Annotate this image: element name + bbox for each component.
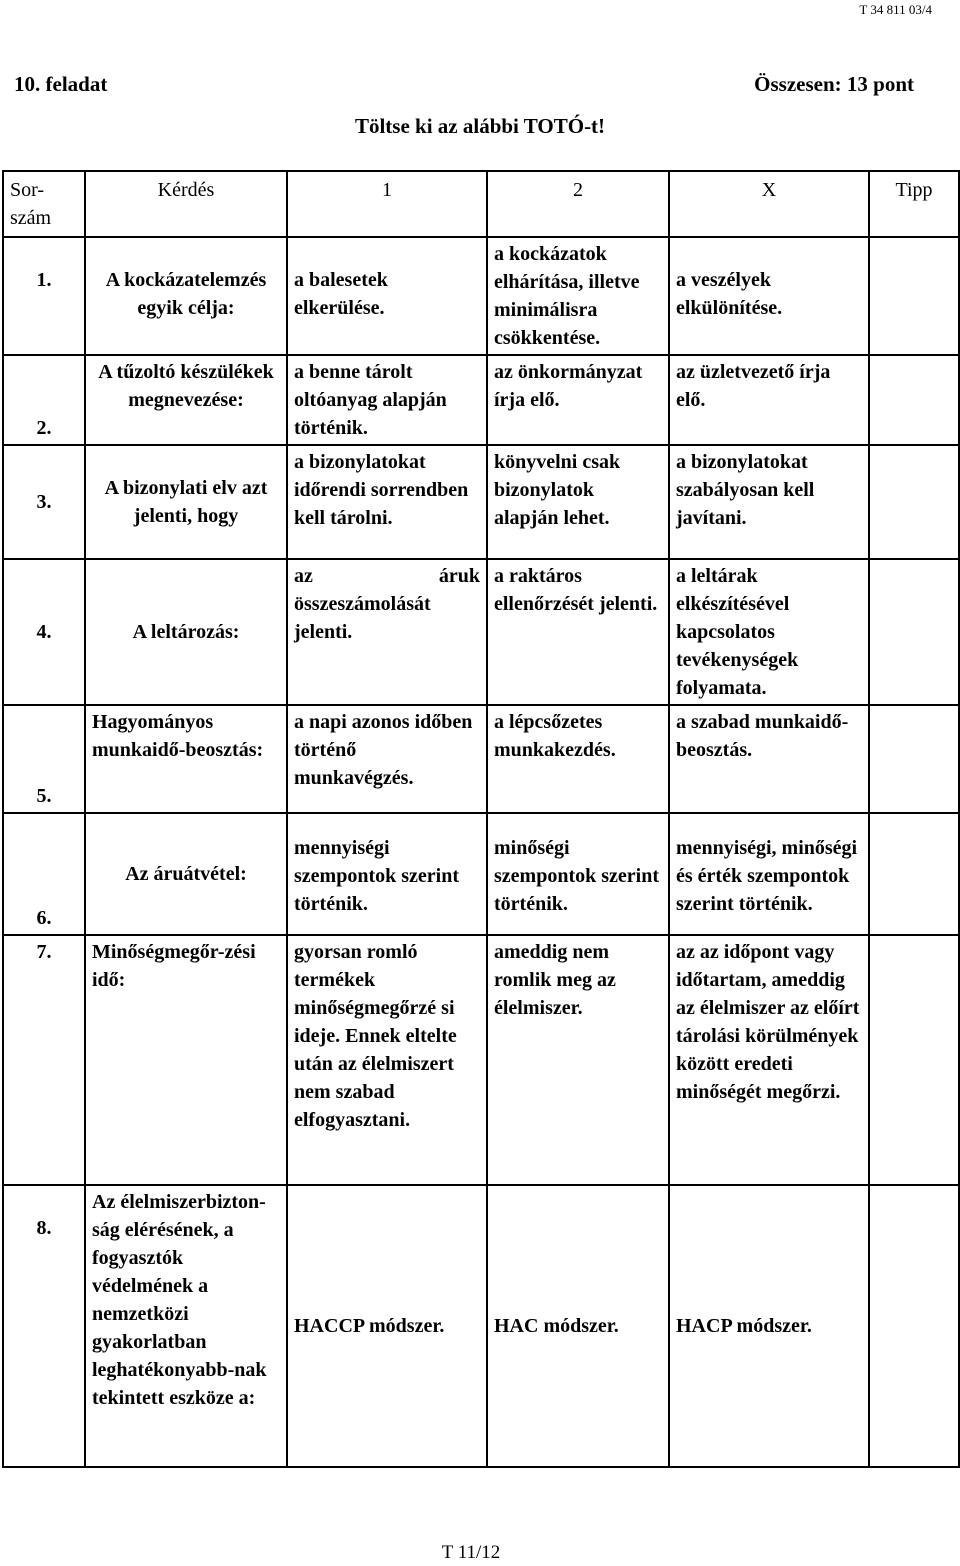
answer-1-cell: a napi azonos időben történő munkavégzés. — [287, 705, 487, 813]
task-title: 10. feladat — [14, 72, 108, 96]
row-number: 4. — [3, 559, 85, 705]
answer-2-cell: a lépcsőzetes munkakezdés. — [487, 705, 669, 813]
table-row — [3, 813, 959, 935]
answer-1-cell: a balesetek elkerülése. — [287, 237, 487, 355]
answer-2-cell: könyvelni csak bizonylatok alapján lehet. — [487, 445, 669, 559]
answer-x-cell: mennyiségi, minőségi és érték szempontok szerint történik. — [669, 813, 869, 935]
answer-1-cell: az áruk összeszámolását jelenti. — [287, 559, 487, 705]
table-row — [3, 705, 959, 813]
answer-x-cell: a szabad munkaidő-beosztás. — [669, 705, 869, 813]
document-code: T 34 811 03/4 — [859, 2, 932, 17]
question-cell: Hagyományos munkaidő-beosztás: — [85, 705, 287, 813]
answer-x-cell: a veszélyek elkülönítése. — [669, 237, 869, 355]
answer-x-cell: az üzletvezető írja elő. — [669, 355, 869, 445]
table-row — [3, 935, 959, 1185]
table-row — [3, 237, 959, 355]
answer-1-cell: HACCP módszer. — [287, 1185, 487, 1467]
tipp-input-cell[interactable] — [869, 705, 959, 813]
row-number: 3. — [3, 445, 85, 559]
question-cell: Az élelmiszerbizton-ság elérésének, a fogyasztók védelmének a nemzetközi gyakorlatban leghatékonyabb-nak tekintett eszköze a: — [85, 1185, 287, 1467]
row-number: 6. — [3, 813, 85, 935]
tipp-input-cell[interactable] — [869, 445, 959, 559]
question-cell: Az áruátvétel: — [85, 813, 287, 935]
tipp-input-cell[interactable] — [869, 355, 959, 445]
row-number: 1. — [3, 237, 85, 355]
tipp-input-cell[interactable] — [869, 237, 959, 355]
question-cell: Minőségmegőr-zési idő: — [85, 935, 287, 1185]
answer-2-cell: minőségi szempontok szerint történik. — [487, 813, 669, 935]
answer-2-cell: ameddig nem romlik meg az élelmiszer. — [487, 935, 669, 1185]
answer-2-cell: a raktáros ellenőrzését jelenti. — [487, 559, 669, 705]
table-header-row — [3, 171, 959, 237]
tipp-input-cell[interactable] — [869, 559, 959, 705]
toto-table — [2, 170, 960, 1468]
col-header-option-2: 2 — [487, 171, 669, 237]
table-row — [3, 445, 959, 559]
answer-x-cell: HACP módszer. — [669, 1185, 869, 1467]
answer-x-cell: az az időpont vagy időtartam, ameddig az élelmiszer az előírt tárolási körülmények között eredeti minőségét megőrzi. — [669, 935, 869, 1185]
question-cell: A tűzoltó készülékek megnevezése: — [85, 355, 287, 445]
row-number: 2. — [3, 355, 85, 445]
col-header-option-x: X — [669, 171, 869, 237]
task-total-points: Összesen: 13 pont — [754, 72, 914, 96]
col-header-number: Sor-szám — [3, 171, 85, 237]
col-header-option-1: 1 — [287, 171, 487, 237]
answer-1-cell: a benne tárolt oltóanyag alapján történik. — [287, 355, 487, 445]
answer-2-cell: a kockázatok elhárítása, illetve minimálisra csökkentése. — [487, 237, 669, 355]
row-number: 5. — [3, 705, 85, 813]
col-header-tipp: Tipp — [869, 171, 959, 237]
tipp-input-cell[interactable] — [869, 1185, 959, 1467]
col-header-question: Kérdés — [85, 171, 287, 237]
tipp-input-cell[interactable] — [869, 935, 959, 1185]
tipp-input-cell[interactable] — [869, 813, 959, 935]
task-instruction: Töltse ki az alábbi TOTÓ-t! — [354, 114, 606, 138]
answer-x-cell: a bizonylatokat szabályosan kell javítani. — [669, 445, 869, 559]
answer-1-cell: gyorsan romló termékek minőségmegőrzé si ideje. Ennek eltelte után az élelmiszert nem szabad elfogyasztani. — [287, 935, 487, 1185]
table-row — [3, 355, 959, 445]
table-row — [3, 559, 959, 705]
question-cell: A leltározás: — [85, 559, 287, 705]
row-number: 7. — [3, 935, 85, 1185]
answer-2-cell: HAC módszer. — [487, 1185, 669, 1467]
answer-1-cell: a bizonylatokat időrendi sorrendben kell tárolni. — [287, 445, 487, 559]
answer-2-cell: az önkormányzat írja elő. — [487, 355, 669, 445]
question-cell: A bizonylati elv azt jelenti, hogy — [85, 445, 287, 559]
row-number: 8. — [3, 1185, 85, 1467]
answer-x-cell: a leltárak elkészítésével kapcsolatos tevékenységek folyamata. — [669, 559, 869, 705]
table-row — [3, 1185, 959, 1467]
answer-1-cell: mennyiségi szempontok szerint történik. — [287, 813, 487, 935]
question-cell: A kockázatelemzés egyik célja: — [85, 237, 287, 355]
page-number: T 11/12 — [441, 1542, 501, 1563]
